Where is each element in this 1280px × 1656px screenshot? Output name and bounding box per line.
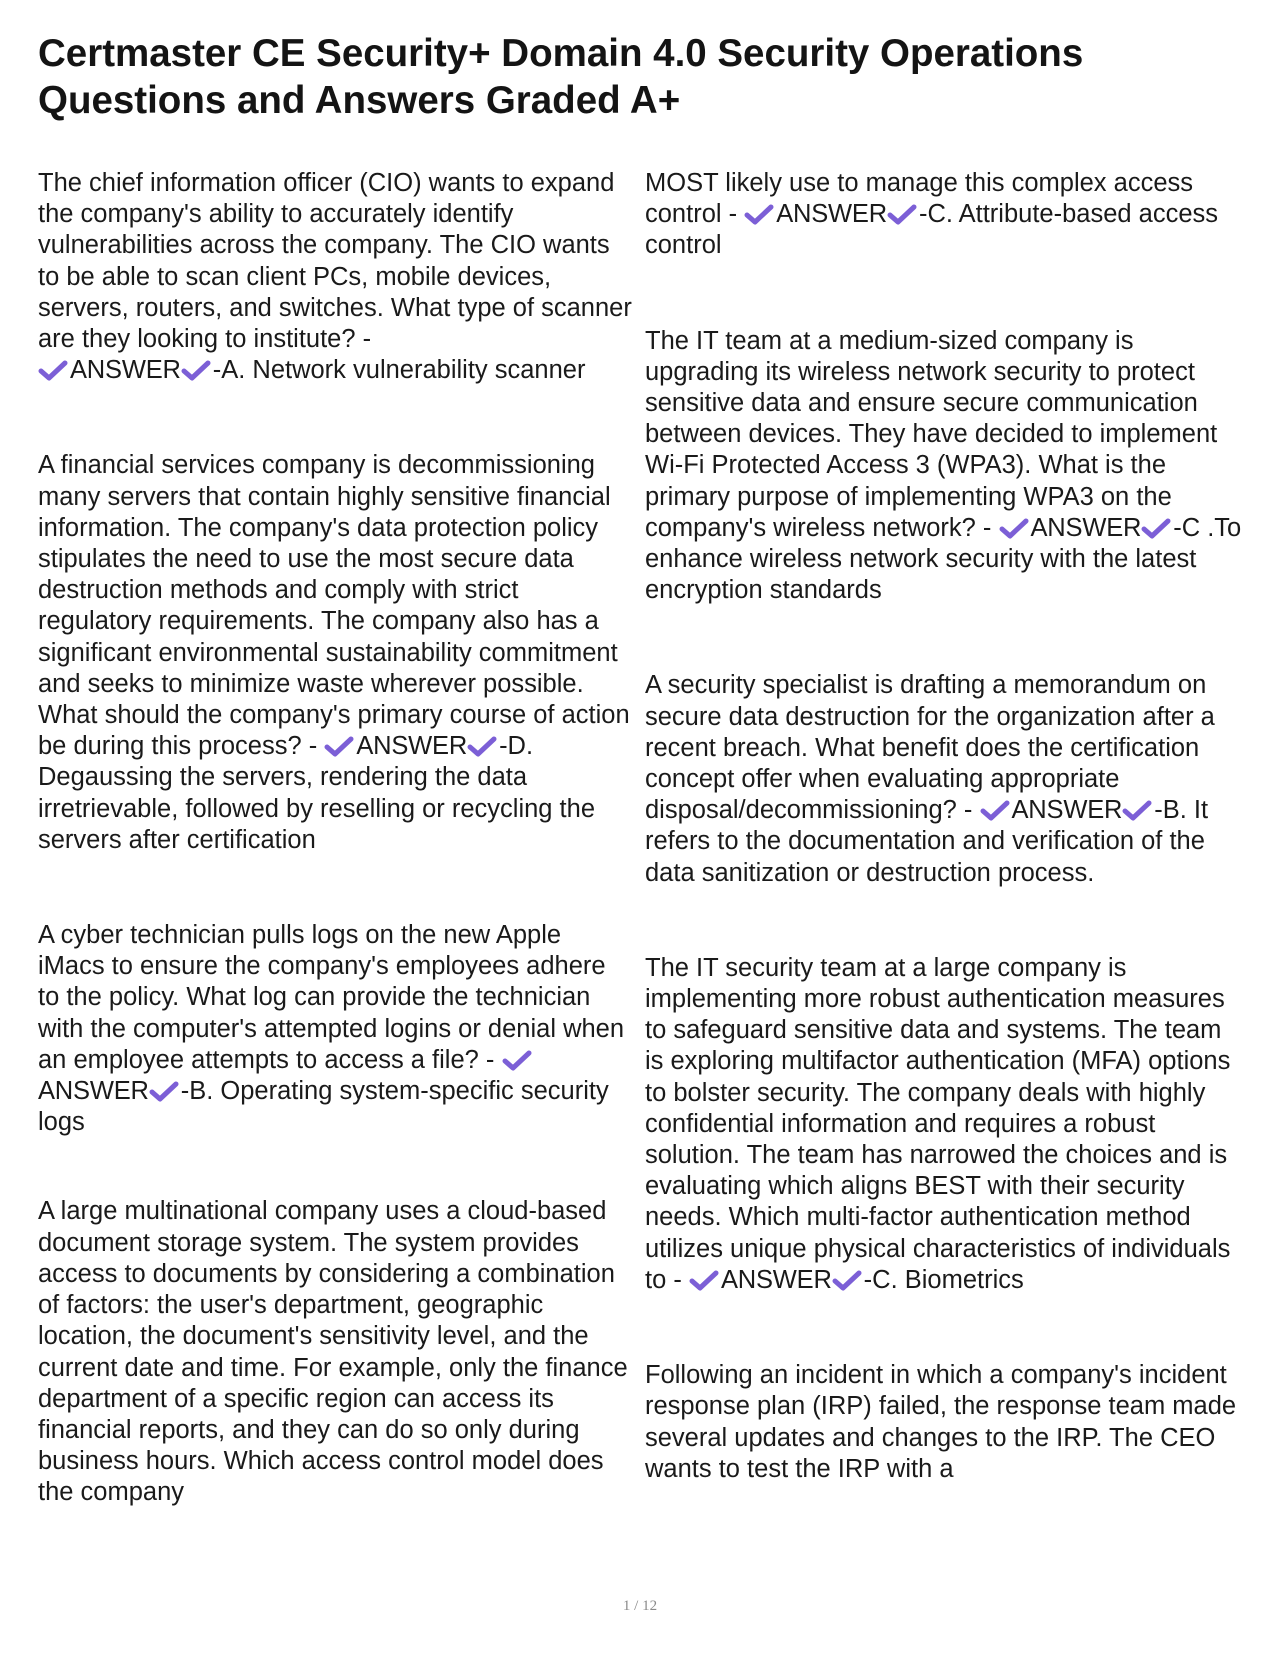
question-text: Following an incident in which a company's incident response plan (IRP) failed, the response team made several updates and changes to the IRP. The CEO wants to test the IRP with a <box>645 1361 1237 1483</box>
answer-label: ANSWER <box>1011 796 1123 825</box>
answer-text: -D. Degaussing the servers, rendering the data irretrievable, followed by reselling or recycling the servers after certification <box>38 732 596 854</box>
checkmark-icon <box>689 1268 719 1292</box>
answer-text: -B. It refers to the documentation and verification of the data sanitization or destruction process. <box>645 796 1209 887</box>
question-text: A large multinational company uses a cloud-based document storage system. The system provides access to documents by considering a combination of factors: the user's department, geographic location, the document's sensitivity level, and the current date and time. For example, only the finance department of a specific region can access its financial reports, and they can do so only during business hours. Which access control model does the company <box>38 1197 628 1507</box>
answer-label: ANSWER <box>776 200 887 229</box>
qa-item <box>38 168 633 386</box>
checkmark-icon <box>324 734 354 758</box>
spacer <box>38 1138 633 1196</box>
answer-label: ANSWER <box>70 356 181 385</box>
spacer <box>645 262 1245 326</box>
answer-text: -C. Attribute-based access control <box>645 200 1219 260</box>
question-text: A financial services company is decommissioning many servers that contain highly sensitive financial information. The company's data protection policy stipulates the need to use the most secure data destruction methods and comply with strict regulatory requirements. The company also has a significant environmental sustainability commitment and seeks to minimize waste wherever possible. What should the company's primary course of action be during this process? - <box>38 451 630 761</box>
checkmark-icon <box>980 798 1010 822</box>
answer-text: -A. Network vulnerability scanner <box>212 356 586 385</box>
answer-label: ANSWER <box>720 1265 832 1294</box>
question-text: The chief information officer (CIO) wants to expand the company's ability to accurately identify vulnerabilities across the company. The CIO wants to be able to scan client PCs, mobile devices, servers, routers, and switches. What type of scanner are they looking to institute? - <box>38 169 632 354</box>
qa-item <box>645 326 1245 607</box>
answer-text: -C. Biometrics <box>863 1265 1024 1294</box>
spacer <box>38 386 633 450</box>
checkmark-icon <box>744 202 774 226</box>
left-column <box>38 168 633 1509</box>
checkmark-icon <box>502 1048 532 1072</box>
page-number: 1 / 12 <box>622 1598 658 1614</box>
checkmark-icon <box>181 358 211 382</box>
question-text: MOST likely use to manage this complex access control - <box>645 169 1194 229</box>
checkmark-icon <box>38 358 68 382</box>
qa-item <box>38 450 633 856</box>
answer-label: ANSWER <box>356 732 468 761</box>
spacer <box>645 606 1245 670</box>
answer-line <box>38 356 585 384</box>
answer-text: -C .To enhance wireless network security with the latest encryption standards <box>645 513 1242 605</box>
checkmark-icon <box>149 1079 179 1103</box>
checkmark-icon <box>1122 798 1152 822</box>
qa-item <box>38 1196 633 1508</box>
document-title: Certmaster CE Security+ Domain 4.0 Security Operations Questions and Answers Graded A+ <box>38 32 1084 122</box>
qa-item <box>645 953 1245 1296</box>
checkmark-icon <box>999 516 1029 540</box>
question-text: A security specialist is drafting a memorandum on secure data destruction for the organization after a recent breach. What benefit does the certification concept offer when evaluating appropriate disposal/decommissioning? - <box>645 671 1215 825</box>
question-text: The IT security team at a large company is implementing more robust authentication measures to safeguard sensitive data and systems. The team is exploring multifactor authentication (MFA) options to bolster security. The company deals with highly confidential information and requires a robust solution. The team has narrowed the choices and is evaluating which aligns BEST with their security needs. Which multi-factor authentication method utilizes unique physical characteristics of individuals to - <box>645 953 1231 1294</box>
qa-item <box>645 168 1245 262</box>
checkmark-icon <box>1141 516 1171 540</box>
spacer <box>645 1296 1245 1360</box>
checkmark-icon <box>832 1268 862 1292</box>
qa-item <box>645 1360 1245 1485</box>
question-text: A cyber technician pulls logs on the new Apple iMacs to ensure the company's employees adhere to the policy. What log can provide the technician with the computer's attempted logins or denial when an employee attempts to access a file? - <box>38 921 625 1074</box>
checkmark-icon <box>467 734 497 758</box>
right-column <box>645 168 1245 1485</box>
qa-item <box>645 670 1245 888</box>
answer-label: ANSWER <box>1030 513 1142 542</box>
answer-label: ANSWER <box>38 1077 149 1106</box>
qa-item <box>38 920 633 1138</box>
spacer <box>38 856 633 920</box>
checkmark-icon <box>887 202 917 226</box>
question-text: The IT team at a medium-sized company is upgrading its wireless network security to protect sensitive data and ensure secure communication between devices. They have decided to implement Wi-Fi Protected Access 3 (WPA3). What is the primary purpose of implementing WPA3 on the company's wireless network? - <box>645 326 1218 542</box>
answer-text: -B. Operating system-specific security logs <box>38 1077 609 1137</box>
spacer <box>645 889 1245 953</box>
